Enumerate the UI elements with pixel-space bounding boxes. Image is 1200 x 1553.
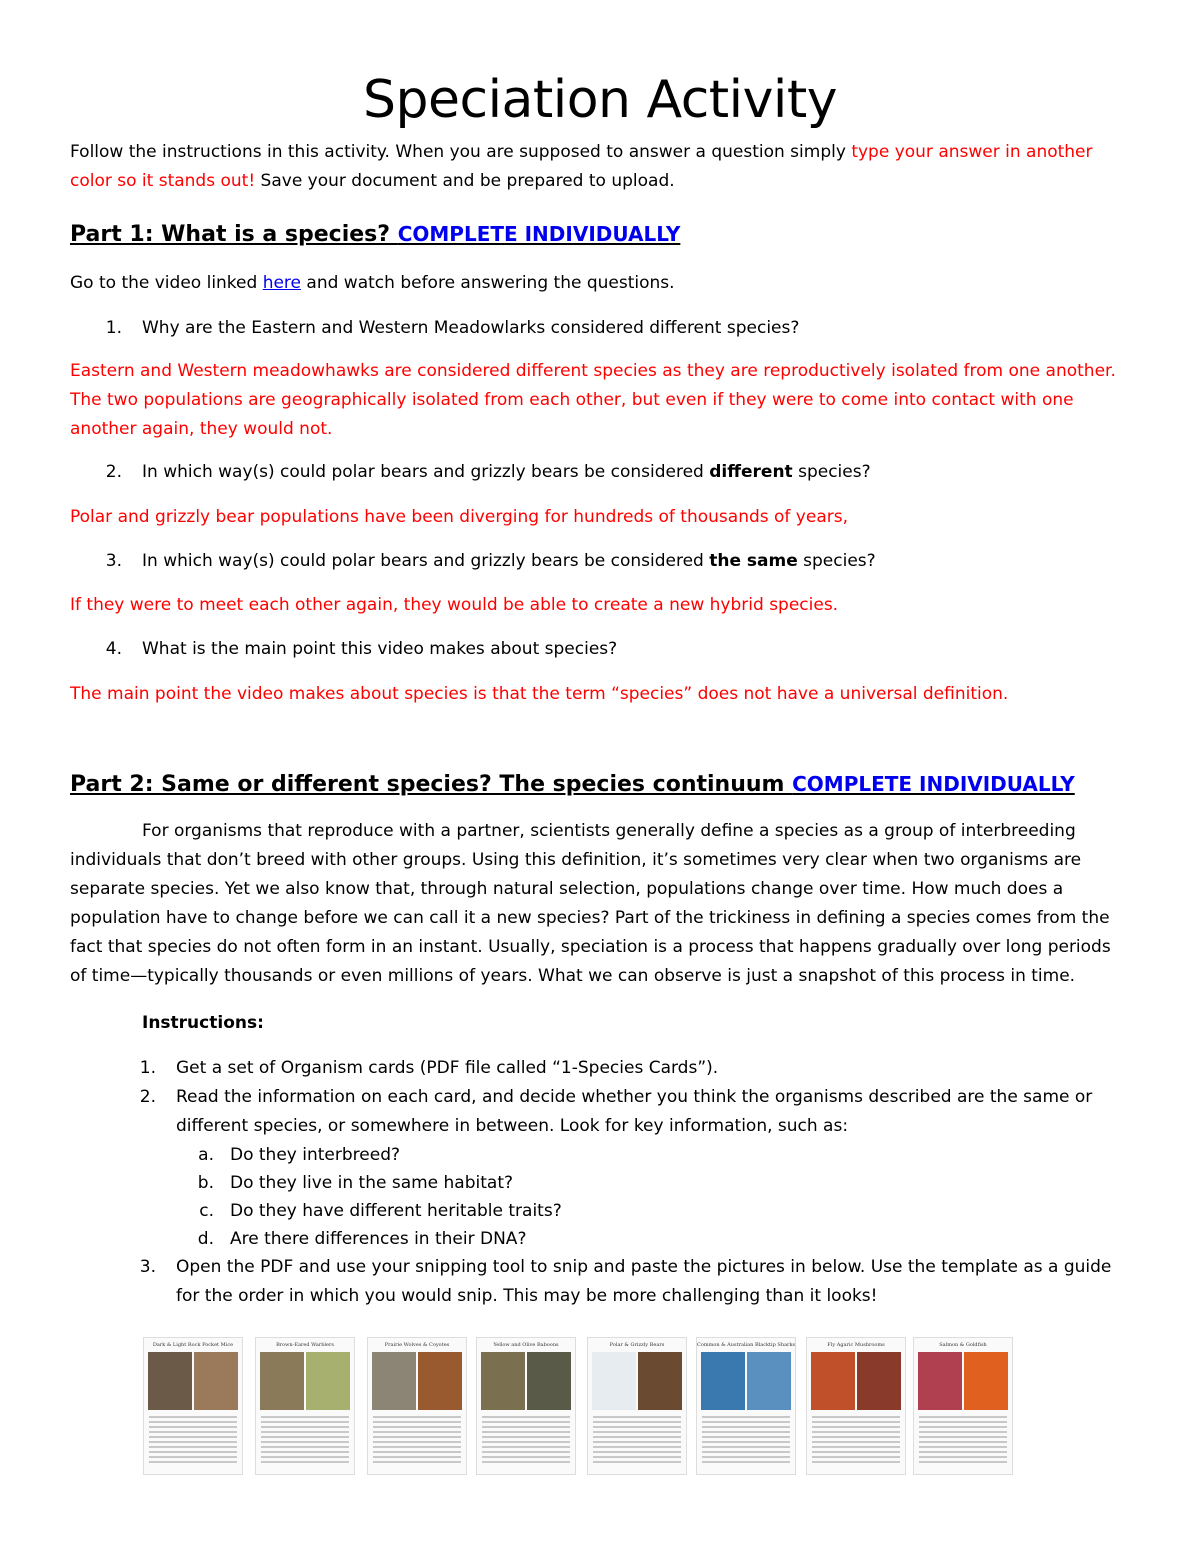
organism-cards-strip [143, 1337, 1013, 1477]
card-photo-left [592, 1352, 636, 1410]
card-photo-right [747, 1352, 791, 1410]
card-photo-left [918, 1352, 962, 1410]
card-photo-left [701, 1352, 745, 1410]
card-photos [701, 1352, 791, 1410]
card-photos [260, 1352, 350, 1410]
card-photo-right [418, 1352, 462, 1410]
question-text-pre: In which way(s) could polar bears and grizzly bears be considered [142, 462, 710, 482]
card-text-lines [593, 1416, 681, 1466]
part2-paragraph: For organisms that reproduce with a partner, scientists generally define a species as a group of interbreeding individuals that don’t breed with other groups. Using this definition, it’s sometimes very clear when two organisms are separate species. Yet we also know that, through natural selection, populations change over time. How much does a population have to change before we can call it a new species? Part of the trickiness in defining a species comes from the fact that species do not often form in an instant. Usually, speciation is a process that happens gradually over long periods of time—typically thousands or even millions of years. What we can observe is just a snapshot of this process in time. [70, 821, 1111, 986]
question-text-post: species? [797, 551, 876, 571]
substep-letter: a. [198, 1145, 214, 1165]
organism-card [587, 1337, 687, 1475]
card-text-lines [812, 1416, 900, 1466]
substep-letter: d. [197, 1229, 214, 1249]
intro-text: Follow the instructions in this activity. When you are supposed to answer a question simply [70, 142, 852, 162]
question-text: What is the main point this video makes about species? [142, 639, 618, 659]
card-photos [918, 1352, 1008, 1410]
answer-2: Polar and grizzly bear populations have been diverging for hundreds of thousands of years, [70, 507, 848, 527]
question-text-pre: In which way(s) could polar bears and grizzly bears be considered [142, 551, 710, 571]
question-3 [70, 547, 1130, 576]
card-photo-right [857, 1352, 901, 1410]
question-text: Why are the Eastern and Western Meadowlarks considered different species? [142, 318, 800, 338]
organism-card [913, 1337, 1013, 1475]
card-text-lines [702, 1416, 790, 1466]
substep-text: Do they have different heritable traits? [230, 1201, 562, 1221]
answer-3: If they were to meet each other again, they would be able to create a new hybrid species. [70, 595, 839, 615]
card-photos [592, 1352, 682, 1410]
question-1 [70, 314, 1130, 343]
step-number: 1. [139, 1058, 156, 1078]
card-title: Fly Agaric Mushrooms [827, 1342, 885, 1348]
card-photo-left [481, 1352, 525, 1410]
part2-heading [70, 768, 1130, 801]
step-1 [70, 1054, 1130, 1083]
organism-card [143, 1337, 243, 1475]
card-photo-right [964, 1352, 1008, 1410]
question-number: 4. [105, 639, 122, 659]
answer-1: Eastern and Western meadowhawks are considered different species as they are reproductively isolated from one another. The two populations are geographically isolated from each other, but even if they were to come into contact with one another again, they would not. [70, 361, 1116, 439]
question-4 [70, 635, 1130, 664]
card-photo-left [811, 1352, 855, 1410]
organism-card [255, 1337, 355, 1475]
substep-letter: c. [199, 1201, 214, 1221]
substep-text: Do they interbreed? [230, 1145, 401, 1165]
step-text: Get a set of Organism cards (PDF file called “1-Species Cards”). [176, 1058, 719, 1078]
part1-heading-text: Part 1: What is a species? [70, 222, 398, 247]
question-number: 3. [105, 551, 122, 571]
step-text: Read the information on each card, and decide whether you think the organisms described are the same or different species, or somewhere in between. Look for key information, such as: [176, 1087, 1093, 1136]
card-text-lines [149, 1416, 237, 1466]
card-photo-right [527, 1352, 571, 1410]
card-text-lines [373, 1416, 461, 1466]
part1-tag: COMPLETE INDIVIDUALLY [397, 222, 681, 246]
instructions-label: Instructions: [142, 1013, 264, 1033]
card-title: Salmon & Goldfish [939, 1342, 987, 1348]
video-instruction [70, 269, 1130, 298]
card-text-lines [482, 1416, 570, 1466]
step-3 [70, 1253, 1130, 1311]
question-number: 2. [105, 462, 122, 482]
card-photo-left [148, 1352, 192, 1410]
step-number: 3. [139, 1257, 156, 1277]
substep-c [70, 1197, 1130, 1225]
card-photo-left [260, 1352, 304, 1410]
organism-card [806, 1337, 906, 1475]
card-photos [481, 1352, 571, 1410]
card-title: Dark & Light Rock Pocket Mice [152, 1342, 234, 1348]
question-number: 1. [105, 318, 122, 338]
substep-d [70, 1225, 1130, 1253]
card-title: Brown-Eared Warblers [276, 1342, 334, 1348]
step-text: Open the PDF and use your snipping tool to snip and paste the pictures in below. Use the template as a guide for the order in which you would snip. This may be more challenging than it looks! [176, 1257, 1112, 1306]
card-photo-right [638, 1352, 682, 1410]
question-text [142, 547, 876, 576]
card-title: Polar & Grizzly Bears [609, 1342, 665, 1348]
intro-paragraph [70, 138, 1130, 196]
intro-text-end: Save your document and be prepared to upload. [255, 171, 675, 191]
card-photo-right [306, 1352, 350, 1410]
video-link[interactable]: here [262, 273, 302, 293]
part1-heading [70, 218, 1130, 251]
substep-b [70, 1169, 1130, 1197]
intro-highlight: type your answer in another color so it stands out! [70, 142, 1093, 191]
question-text-post: species? [792, 462, 871, 482]
card-text-lines [261, 1416, 349, 1466]
card-photos [811, 1352, 901, 1410]
step-2 [70, 1083, 1130, 1141]
question-emphasis: different [709, 462, 793, 482]
substep-a [70, 1141, 1130, 1169]
document-title: Speciation Activity [362, 70, 837, 130]
card-text-lines [919, 1416, 1007, 1466]
question-2 [70, 458, 1130, 487]
card-photo-left [372, 1352, 416, 1410]
organism-card [367, 1337, 467, 1475]
answer-4: The main point the video makes about species is that the term “species” does not have a universal definition. [70, 684, 1009, 704]
substep-letter: b. [197, 1173, 214, 1193]
substep-text: Are there differences in their DNA? [230, 1229, 527, 1249]
card-photos [148, 1352, 238, 1410]
organism-card [696, 1337, 796, 1475]
question-emphasis: the same [709, 551, 798, 571]
card-photos [372, 1352, 462, 1410]
card-title: Prairie Wolves & Coyotes [384, 1342, 450, 1348]
video-text-end: and watch before answering the questions. [301, 273, 675, 293]
video-text: Go to the video linked [70, 273, 263, 293]
step-number: 2. [139, 1087, 156, 1107]
part2-heading-text: Part 2: Same or different species? The species continuum [70, 772, 793, 797]
part2-tag: COMPLETE INDIVIDUALLY [792, 772, 1075, 796]
organism-card [476, 1337, 576, 1475]
card-title: Common & Australian Blacktip Sharks [697, 1342, 795, 1348]
card-title: Yellow and Olive Baboons [493, 1342, 559, 1348]
question-text [142, 458, 871, 487]
substep-text: Do they live in the same habitat? [230, 1173, 514, 1193]
card-photo-right [194, 1352, 238, 1410]
